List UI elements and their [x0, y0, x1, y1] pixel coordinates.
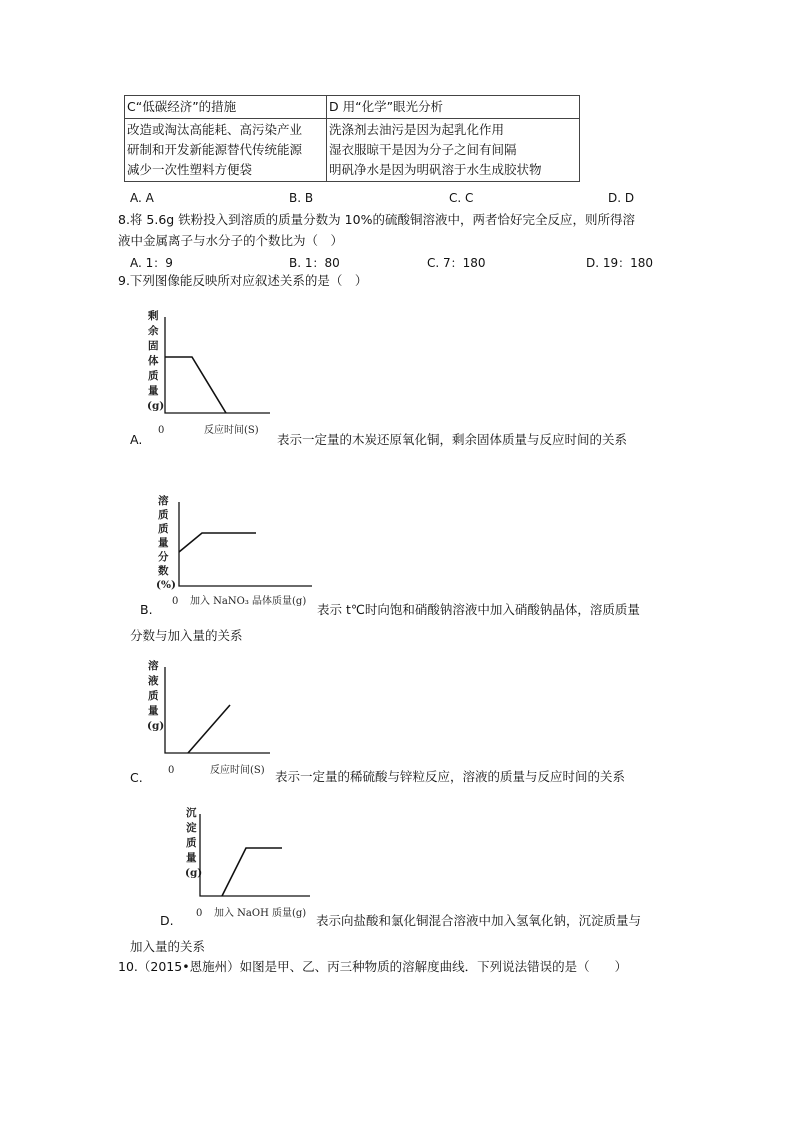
graph-c-ylabel-4: (g): [147, 720, 165, 732]
graph-b-axes: [179, 502, 312, 586]
graph-d-ylabel-0: 沉: [186, 807, 197, 819]
graph-d-axes: [200, 814, 310, 896]
q8-line1: 8.将 5.6g 铁粉投入到溶质的质量分数为 10%的硫酸铜溶液中，两者恰好完全反应，则所得溶: [118, 212, 635, 227]
q9-option-d-letter[interactable]: D.: [160, 913, 174, 928]
table-cell-d: [327, 119, 580, 182]
graph-d-curve: [222, 848, 282, 896]
graph-d-ylabel-2: 质: [186, 837, 197, 849]
graph-b-ylabel-3: 量: [158, 537, 169, 549]
graph-b-ylabel-0: 溶: [158, 495, 169, 507]
d-item: 明矾净水是因为明矾溶于水生成胶状物: [329, 162, 542, 177]
q8-option-c[interactable]: C. 7：180: [427, 256, 486, 270]
q9-option-c-desc: 表示一定量的稀硫酸与锌粒反应，溶液的质量与反应时间的关系: [275, 769, 626, 784]
d-item: 湿衣服晾干是因为分子之间有间隔: [329, 142, 517, 157]
graph-b-ylabel-5: 数: [158, 565, 169, 577]
c-item: 减少一次性塑料方便袋: [127, 162, 253, 177]
table-header-c: C“低碳经济”的措施: [125, 96, 327, 119]
graph-c: [140, 655, 275, 780]
graph-d-ylabel-1: 淀: [186, 822, 197, 834]
q8-option-a[interactable]: A. 1：9: [130, 256, 173, 270]
graph-d-ylabel-3: 量: [186, 852, 197, 864]
graph-b: [150, 492, 315, 614]
graph-b-curve: [179, 533, 256, 552]
q9-option-d-desc2: 加入量的关系: [130, 939, 206, 954]
graph-a-ylabel-6: (g): [147, 400, 165, 412]
graph-a-ylabel-0: 剩: [148, 310, 159, 322]
q10-stem: 10.（2015•恩施州）如图是甲、乙、丙三种物质的溶解度曲线．下列说法错误的是（ ）: [118, 959, 628, 974]
graph-c-ylabel-2: 质: [148, 690, 159, 702]
graph-b-ylabel-6: (%): [156, 579, 176, 591]
q9-option-b-letter[interactable]: B.: [140, 602, 153, 617]
q7-option-b[interactable]: B. B: [289, 191, 314, 205]
graph-a-origin: 0: [158, 425, 165, 436]
graph-a-ylabel-4: 质: [148, 370, 159, 382]
q9-option-b-desc2: 分数与加入量的关系: [130, 628, 243, 643]
c-item: 研制和开发新能源替代传统能源: [127, 142, 303, 157]
table-header-d: D 用“化学”眼光分析: [327, 96, 580, 119]
q9-stem: 9.下列图像能反映所对应叙述关系的是（ ）: [118, 273, 368, 288]
c-item: 改造或淘汰高能耗、高污染产业: [127, 122, 303, 137]
graph-c-origin: 0: [168, 765, 175, 776]
graph-b-origin: 0: [172, 596, 179, 607]
q7-option-a[interactable]: A. A: [130, 191, 154, 205]
graph-a-ylabel-1: 余: [148, 325, 159, 337]
q8-option-d[interactable]: D. 19：180: [586, 256, 654, 270]
q8-line2: 液中金属离子与水分子的个数比为（ ）: [118, 233, 344, 248]
q9-option-d-desc: 表示向盐酸和氯化铜混合溶液中加入氢氧化钠，沉淀质量与: [316, 913, 642, 928]
graph-b-ylabel-1: 质: [158, 509, 169, 521]
graph-d: [178, 800, 316, 922]
graph-b-ylabel-2: 质: [158, 523, 169, 535]
graph-d-origin: 0: [196, 908, 203, 919]
graph-c-ylabel-1: 液: [148, 675, 159, 687]
table-row: [125, 119, 580, 182]
q7-table: [124, 95, 580, 182]
q8-option-b[interactable]: B. 1：80: [289, 256, 340, 270]
graph-b-ylabel-4: 分: [158, 551, 169, 563]
graph-c-xlabel: 反应时间(S): [210, 765, 265, 776]
q9-option-b-desc: 表示 t℃时向饱和硝酸钠溶液中加入硝酸钠晶体，溶质质量: [317, 602, 640, 617]
graph-c-axes: [165, 667, 270, 753]
graph-c-ylabel-0: 溶: [148, 660, 159, 672]
graph-c-curve: [188, 705, 230, 753]
q7-option-d[interactable]: D. D: [608, 191, 635, 205]
table-row: [125, 96, 580, 119]
table-cell-c: [125, 119, 327, 182]
graph-a-ylabel-3: 体: [148, 355, 159, 367]
graph-d-ylabel-4: (g): [185, 867, 203, 879]
d-item: 洗涤剂去油污是因为起乳化作用: [329, 122, 505, 137]
graph-a-ylabel-2: 固: [148, 340, 159, 352]
graph-c-ylabel-3: 量: [148, 705, 159, 717]
graph-d-xlabel: 加入 NaOH 质量(g): [214, 908, 307, 919]
graph-a-xlabel: 反应时间(S): [204, 425, 259, 436]
graph-a: [140, 305, 275, 440]
q9-option-a-letter[interactable]: A.: [130, 432, 143, 447]
graph-a-curve: [165, 357, 226, 413]
q7-option-c[interactable]: C. C: [449, 191, 474, 205]
graph-a-ylabel-5: 量: [148, 385, 159, 397]
graph-b-xlabel: 加入 NaNO₃ 晶体质量(g): [190, 596, 307, 607]
q9-option-c-letter[interactable]: C.: [130, 770, 143, 785]
q9-option-a-desc: 表示一定量的木炭还原氧化铜，剩余固体质量与反应时间的关系: [277, 432, 628, 447]
